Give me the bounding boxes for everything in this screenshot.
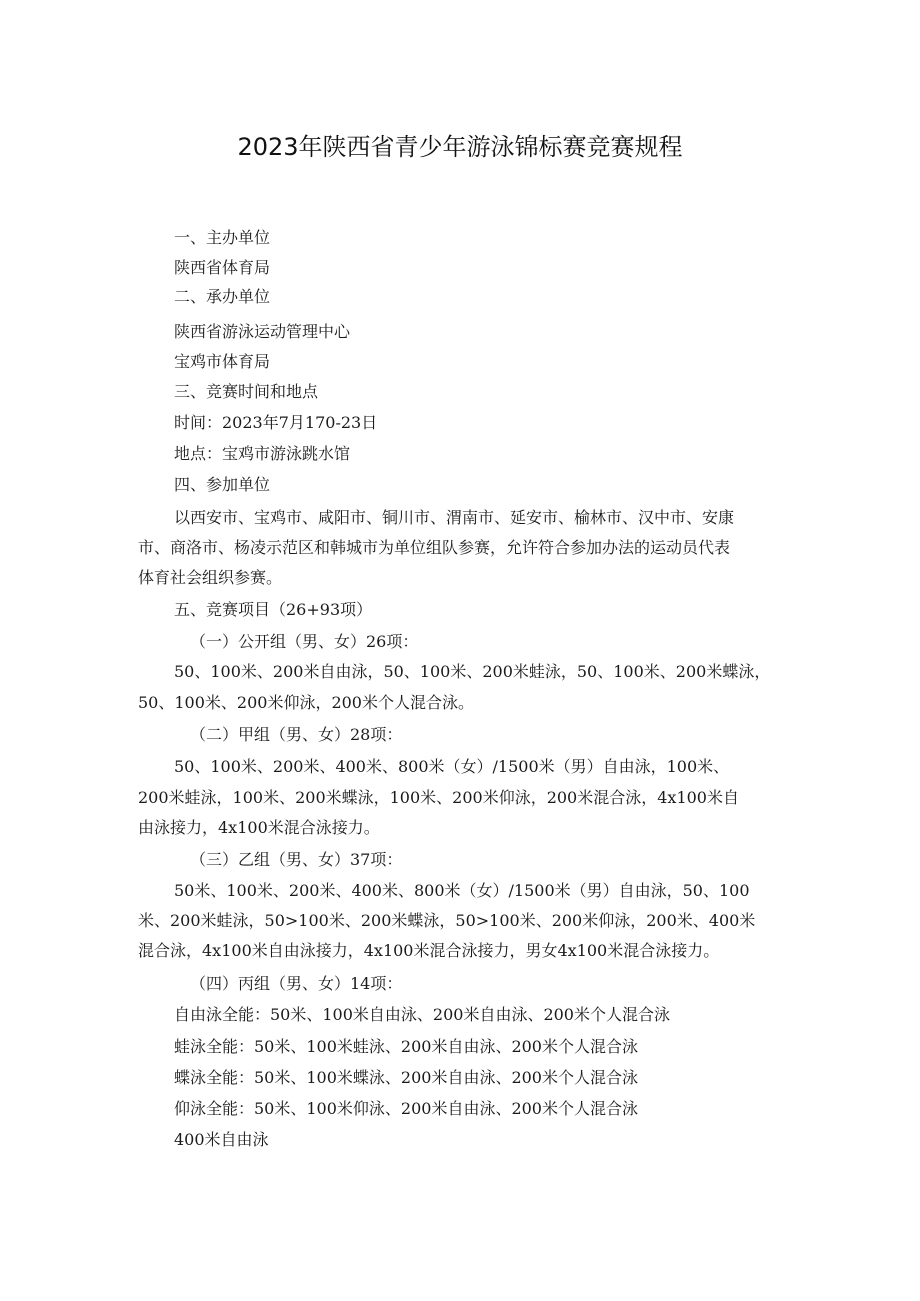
document-title: 2023年陕西省青少年游泳锦标赛竞赛规程 — [237, 133, 683, 161]
open-group-events-line: 50、100米、200米仰泳，200米个人混合泳。 — [138, 693, 474, 712]
competition-time: 时间：2023年7月170-23日 — [174, 413, 378, 432]
group-b-events-line: 混合泳，4x100米自由泳接力，4x100米混合泳接力，男女4x100米混合泳接力。 — [138, 941, 720, 960]
group-c-event-item: 400米自由泳 — [174, 1130, 269, 1149]
open-group-events-line: 50、100米、200米自由泳，50、100米、200米蛙泳，50、100米、200米蝶泳， — [174, 662, 771, 681]
section-heading-events: 五、竞赛项目（26+93项） — [174, 600, 373, 619]
group-b-events-line: 50米、100米、200米、400米、800米（女）/1500米（男）自由泳，50、100 — [174, 881, 750, 900]
group-a-events-line: 由泳接力，4x100米混合泳接力。 — [138, 818, 380, 837]
group-heading-c: （四）丙组（男、女）14项： — [190, 974, 403, 993]
section-heading-host: 二、承办单位 — [174, 287, 271, 306]
organizer-name: 陕西省体育局 — [174, 258, 271, 277]
section-heading-organizer: 一、主办单位 — [174, 228, 271, 247]
group-heading-b: （三）乙组（男、女）37项： — [190, 850, 403, 869]
group-a-events-line: 200米蛙泳，100米、200米蝶泳，100米、200米仰泳，200米混合泳，4x100米自 — [138, 788, 739, 807]
group-c-event-item: 蛙泳全能：50米、100米蛙泳、200米自由泳、200米个人混合泳 — [174, 1037, 638, 1056]
group-a-events-line: 50、100米、200米、400米、800米（女）/1500米（男）自由泳，100米、 — [174, 757, 730, 776]
competition-place: 地点：宝鸡市游泳跳水馆 — [174, 444, 351, 463]
participants-line: 体育社会组织参赛。 — [138, 568, 283, 587]
group-heading-open: （一）公开组（男、女）26项： — [190, 632, 419, 651]
participants-line: 以西安市、宝鸡市、咸阳市、铜川市、渭南市、延安市、榆林市、汉中市、安康 — [174, 508, 735, 527]
group-c-event-item: 自由泳全能：50米、100米自由泳、200米自由泳、200米个人混合泳 — [174, 1005, 670, 1024]
group-c-event-item: 蝶泳全能：50米、100米蝶泳、200米自由泳、200米个人混合泳 — [174, 1068, 638, 1087]
host-name-1: 陕西省游泳运动管理中心 — [174, 322, 351, 341]
group-b-events-line: 米、200米蛙泳，50>100米、200米蝶泳，50>100米、200米仰泳，200米、400米 — [138, 911, 756, 930]
participants-line: 市、商洛市、杨凌示范区和韩城市为单位组队参赛，允许符合参加办法的运动员代表 — [138, 538, 731, 557]
group-heading-a: （二）甲组（男、女）28项： — [190, 725, 403, 744]
group-c-event-item: 仰泳全能：50米、100米仰泳、200米自由泳、200米个人混合泳 — [174, 1099, 638, 1118]
section-heading-time-place: 三、竞赛时间和地点 — [174, 382, 319, 401]
host-name-2: 宝鸡市体育局 — [174, 352, 271, 371]
section-heading-participants: 四、参加单位 — [174, 475, 271, 494]
